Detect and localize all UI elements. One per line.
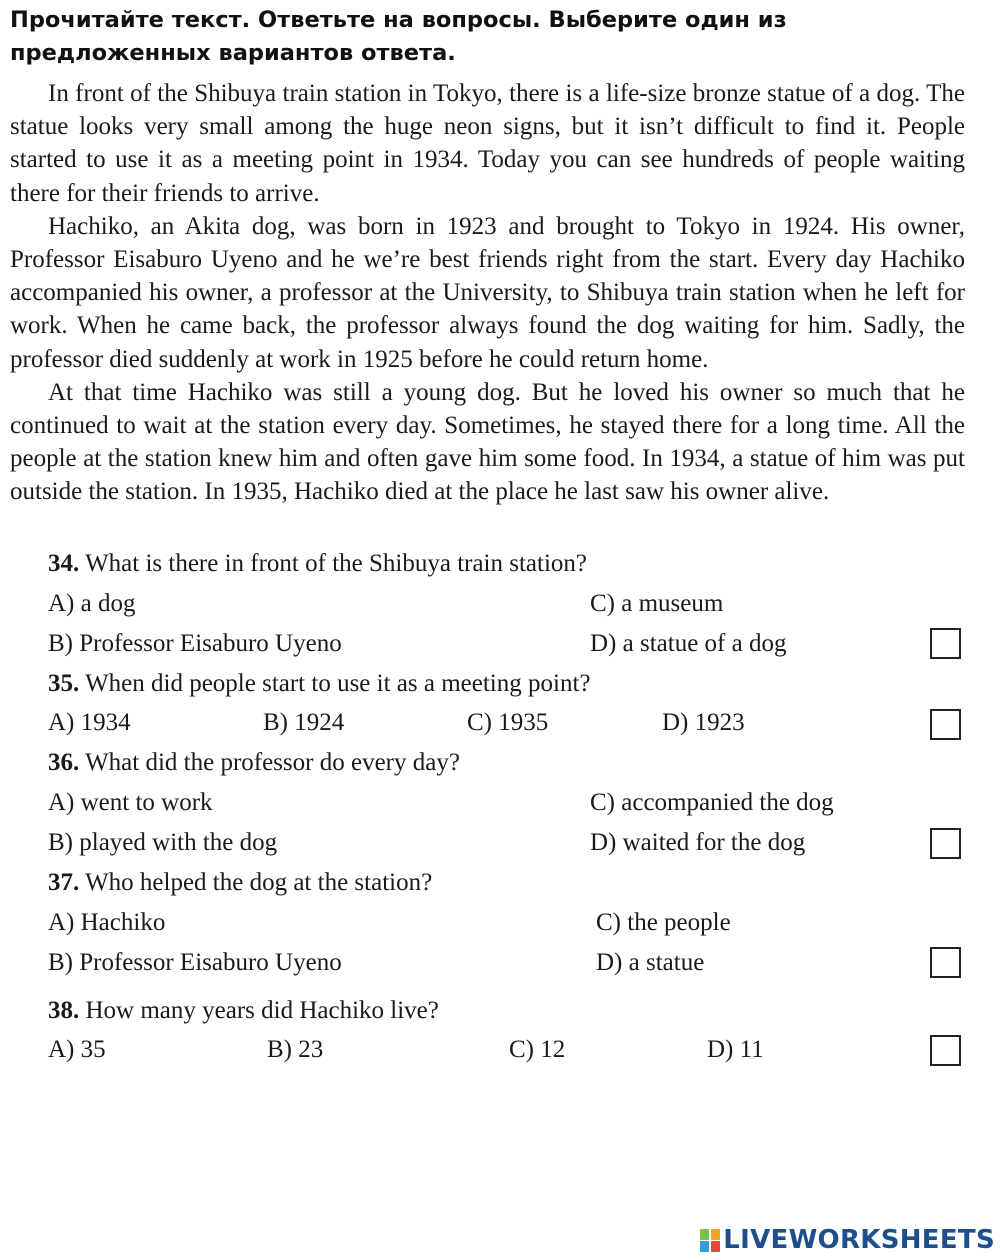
option-35-b: B) 1924 bbox=[263, 709, 345, 736]
option-37-d: D) a statue bbox=[596, 949, 705, 976]
passage-paragraph-3: At that time Hachiko was still a young dog. But he loved his owner so much that he continued to wait at the station every day. Sometimes, he stayed there for a long time. All the people at the station knew him and often gave him some food. In 1934, a statue of him was put outside the station. In 1935, Hachiko died at the place he last saw his owner alive. bbox=[10, 378, 965, 506]
option-37-a: A) Hachiko bbox=[48, 909, 166, 936]
option-36-c: C) accompanied the dog bbox=[590, 789, 834, 816]
question-number: 35. bbox=[48, 670, 80, 697]
question-number: 37. bbox=[48, 869, 80, 896]
reading-passage bbox=[10, 77, 965, 509]
logo-square-1 bbox=[700, 1229, 709, 1240]
answer-box-34[interactable] bbox=[930, 628, 961, 659]
question-text: What did the professor do every day? bbox=[85, 749, 460, 776]
option-38-c: C) 12 bbox=[509, 1036, 566, 1063]
option-36-b: B) played with the dog bbox=[48, 829, 278, 856]
question-number: 36. bbox=[48, 749, 80, 776]
answer-box-38[interactable] bbox=[930, 1035, 961, 1066]
answer-box-36[interactable] bbox=[930, 828, 961, 859]
logo-square-3 bbox=[700, 1241, 709, 1252]
question-38 bbox=[48, 996, 948, 1026]
question-number: 34. bbox=[48, 550, 80, 577]
logo-square-4 bbox=[711, 1241, 720, 1252]
question-text: What is there in front of the Shibuya train station? bbox=[85, 550, 588, 577]
instruction-heading: Прочитайте текст. Ответьте на вопросы. Выберите один из предложенных вариантов ответа. bbox=[10, 7, 787, 66]
option-36-a: A) went to work bbox=[48, 789, 213, 816]
option-35-a: A) 1934 bbox=[48, 709, 131, 736]
brand-text: LIVEWORKSHEETS bbox=[723, 1225, 995, 1255]
question-text: When did people start to use it as a meeting point? bbox=[85, 670, 591, 697]
liveworksheets-logo[interactable] bbox=[700, 1224, 995, 1256]
option-34-b: B) Professor Eisaburo Uyeno bbox=[48, 630, 342, 657]
question-35 bbox=[48, 669, 948, 699]
question-37 bbox=[48, 868, 948, 898]
option-34-a: A) a dog bbox=[48, 590, 136, 617]
option-35-c: C) 1935 bbox=[467, 709, 549, 736]
question-number: 38. bbox=[48, 997, 80, 1024]
question-34 bbox=[48, 549, 948, 579]
question-36 bbox=[48, 748, 948, 778]
option-34-c: C) a museum bbox=[590, 590, 724, 617]
option-34-d: D) a statue of a dog bbox=[590, 630, 787, 657]
question-text: Who helped the dog at the station? bbox=[85, 869, 433, 896]
question-text: How many years did Hachiko live? bbox=[85, 997, 439, 1024]
answer-box-35[interactable] bbox=[930, 709, 961, 740]
option-37-b: B) Professor Eisaburo Uyeno bbox=[48, 949, 342, 976]
option-35-d: D) 1923 bbox=[662, 709, 745, 736]
passage-paragraph-1: In front of the Shibuya train station in Tokyo, there is a life-size bronze statue of a dog. The statue looks very small among the huge neon signs, but it isn’t difficult to find it. People started to use it as a meeting point in 1934. Today you can see hundreds of people waiting there for their friends to arrive. bbox=[10, 80, 965, 207]
logo-square-2 bbox=[711, 1229, 720, 1240]
option-36-d: D) waited for the dog bbox=[590, 829, 806, 856]
option-37-c: C) the people bbox=[596, 909, 731, 936]
option-38-b: B) 23 bbox=[267, 1036, 324, 1063]
option-38-d: D) 11 bbox=[707, 1036, 764, 1063]
liveworksheets-icon bbox=[700, 1227, 720, 1253]
passage-paragraph-2: Hachiko, an Akita dog, was born in 1923 and brought to Tokyo in 1924. His owner, Professor Eisaburo Uyeno and he we’re best friends right from the start. Every day Hachiko accompanied his owner, a professor at the University, to Shibuya train station when he left for work. When he came back, the professor always found the dog waiting for him. Sadly, the professor died suddenly at work in 1925 before he could return home. bbox=[10, 212, 965, 373]
answer-box-37[interactable] bbox=[930, 947, 961, 978]
option-38-a: A) 35 bbox=[48, 1036, 106, 1063]
